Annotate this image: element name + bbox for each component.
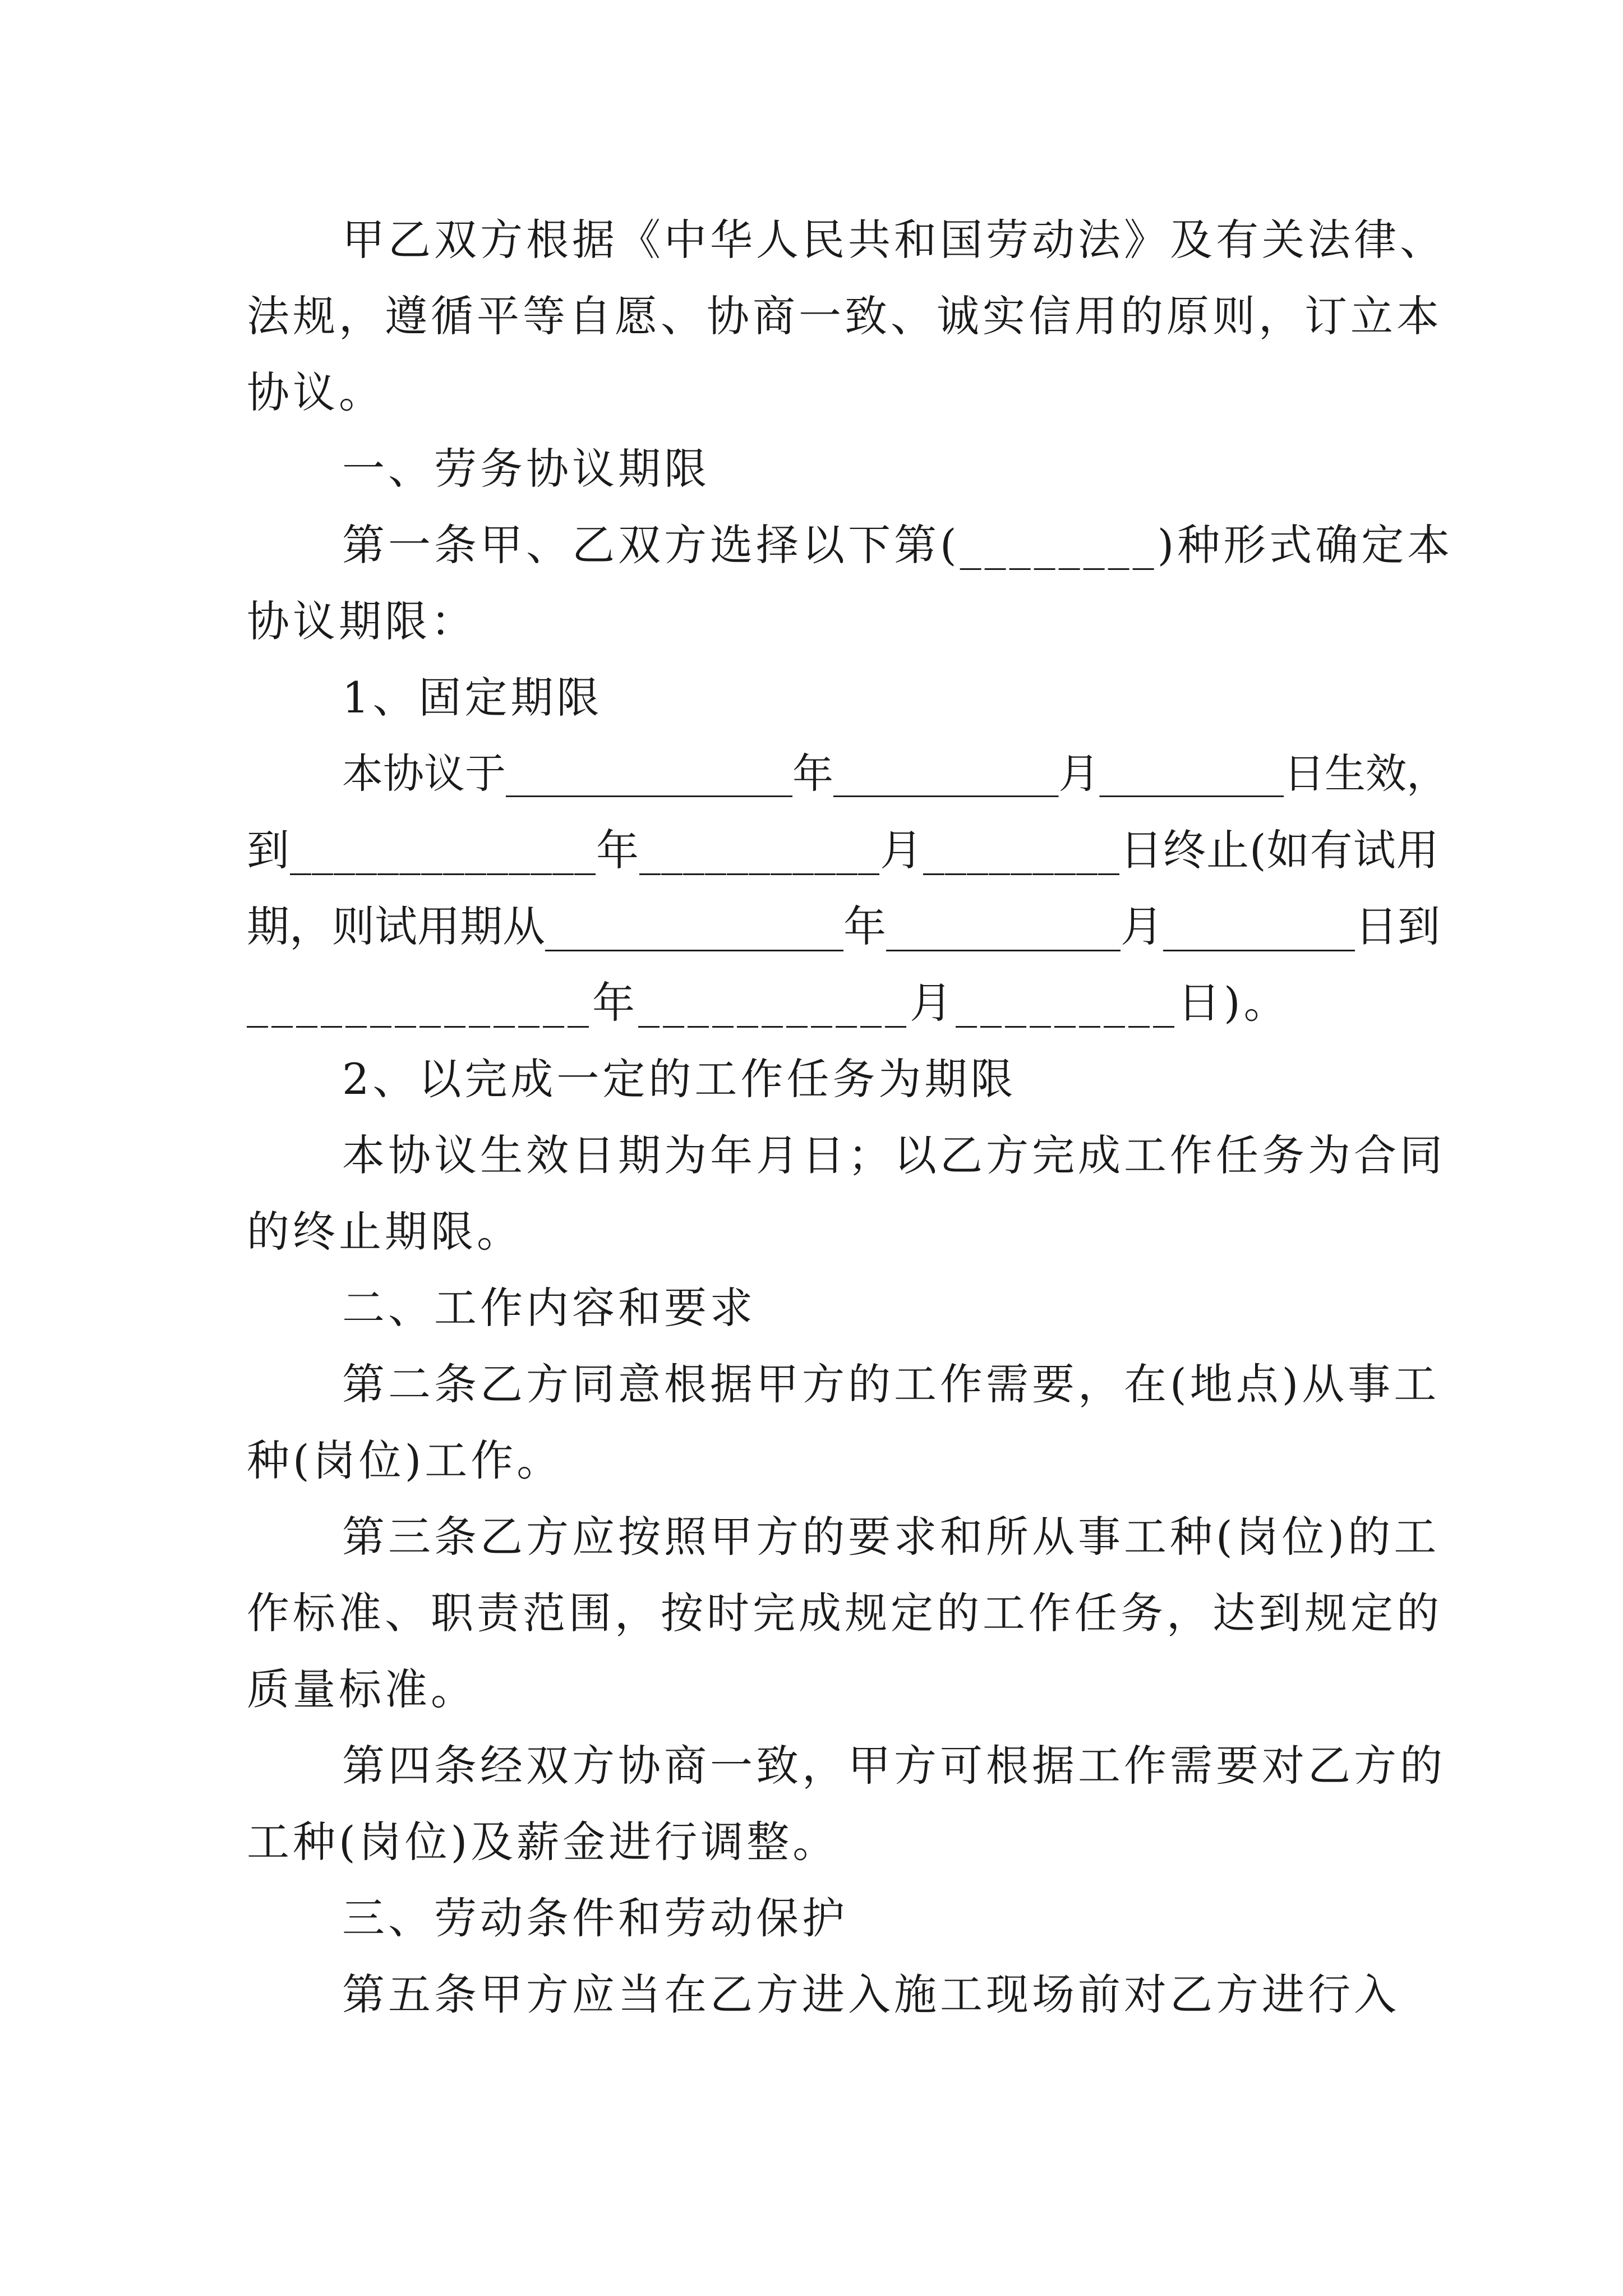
text-line: 种(岗位)工作。 bbox=[247, 1435, 563, 1485]
text-line: 第五条甲方应当在乙方进入施工现场前对乙方进行入 bbox=[342, 1970, 1400, 2019]
text-line: 协议期限： bbox=[247, 596, 477, 646]
text-line: 第二条乙方同意根据甲方的工作需要，在(地点)从事工 bbox=[342, 1359, 1440, 1409]
text-line: 质量标准。 bbox=[247, 1664, 477, 1714]
text-line: 期，则试用期从______________年___________月_________日到 bbox=[247, 901, 1440, 951]
text-line: 的终止期限。 bbox=[247, 1207, 523, 1257]
text-line: 作标准、职责范围，按时完成规定的工作任务，达到规定的 bbox=[247, 1588, 1442, 1638]
section-heading: 三、劳动条件和劳动保护 bbox=[342, 1893, 848, 1943]
text-line: 本协议生效日期为年月日；以乙方完成工作任务为合同 bbox=[342, 1130, 1446, 1180]
text-line: 第三条乙方应按照甲方的要求和所从事工种(岗位)的工 bbox=[342, 1512, 1440, 1562]
text-line: 甲乙双方根据《中华人民共和国劳动法》及有关法律、 bbox=[342, 215, 1446, 265]
text-line: 法规，遵循平等自愿、协商一致、诚实信用的原则，订立本 bbox=[247, 291, 1442, 341]
subsection-heading: 1、固定期限 bbox=[342, 673, 603, 723]
text-line: ______________年___________月_________日)。 bbox=[247, 978, 1290, 1028]
section-heading: 一、劳务协议期限 bbox=[342, 444, 710, 494]
section-heading: 二、工作内容和要求 bbox=[342, 1283, 756, 1333]
text-line: 本协议于______________年___________月_________日生效， bbox=[342, 750, 1447, 798]
subsection-heading: 2、以完成一定的工作任务为期限 bbox=[342, 1054, 1017, 1104]
text-line: 协议。 bbox=[247, 367, 385, 417]
text-line: 到______________年___________月_________日终止(如有试用 bbox=[247, 825, 1440, 875]
text-line: 第四条经双方协商一致，甲方可根据工作需要对乙方的 bbox=[342, 1741, 1446, 1791]
text-line: 第一条甲、乙双方选择以下第(________)种形式确定本 bbox=[342, 520, 1454, 570]
text-line: 工种(岗位)及薪金进行调整。 bbox=[247, 1817, 839, 1867]
